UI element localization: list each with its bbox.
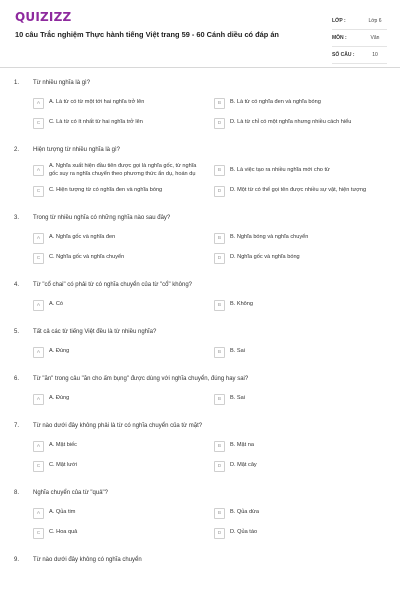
question-line (0, 553, 400, 571)
option-text: B. Sai (230, 348, 245, 355)
question-item (0, 372, 400, 406)
answer-option[interactable] (33, 163, 214, 178)
option-text: D. Mặt cây (230, 462, 257, 469)
option-letter-box[interactable]: A (33, 233, 44, 244)
question-item (0, 325, 400, 359)
option-letter-box[interactable]: C (33, 186, 44, 197)
answer-option[interactable] (33, 298, 214, 312)
option-text: B. Nghĩa bóng và nghĩa chuyển (230, 234, 309, 241)
question-line (0, 486, 400, 504)
question-line (0, 325, 400, 343)
option-text: B. Sai (230, 395, 245, 402)
option-letter-box[interactable]: B (214, 300, 225, 311)
question-text: Trong từ nhiều nghĩa có những nghĩa nào sau đây? (33, 215, 171, 222)
answer-options (33, 506, 400, 540)
option-letter-box[interactable]: B (214, 441, 225, 452)
answer-option[interactable] (33, 439, 214, 453)
option-text: C. Là từ có ít nhất từ hai nghĩa trở lên (49, 119, 143, 126)
question-number: 1. (14, 80, 20, 86)
answer-option[interactable] (214, 459, 395, 473)
option-letter-box[interactable]: B (214, 508, 225, 519)
answer-options (33, 345, 400, 359)
meta-label: LỚP : (332, 18, 346, 24)
option-text: A. Qủa tim (49, 509, 76, 516)
option-text: A. Có (49, 301, 63, 308)
option-letter-box[interactable]: B (214, 165, 225, 176)
meta-row-grade (332, 13, 387, 30)
question-number: 7. (14, 423, 20, 430)
answer-option[interactable] (33, 116, 214, 130)
option-text: A. Nghĩa xuất hiện đầu tiên được gọi là nghĩa gốc, từ nghĩa gốc suy ra nghĩa chuyển theo phương thức ẩn dụ, hoán dụ (49, 163, 197, 177)
answer-option[interactable] (214, 506, 395, 520)
option-text: B. Mặt na (230, 442, 254, 449)
answer-option[interactable] (214, 526, 395, 540)
option-letter-box[interactable]: A (33, 165, 44, 176)
answer-options (33, 439, 400, 473)
answer-option[interactable] (214, 251, 395, 265)
question-number: 9. (14, 557, 20, 564)
answer-option[interactable] (214, 345, 395, 359)
meta-value: Văn (370, 35, 380, 41)
answer-option[interactable] (33, 526, 214, 540)
meta-value: 10 (372, 52, 378, 58)
option-letter-box[interactable]: A (33, 441, 44, 452)
option-letter-box[interactable]: C (33, 461, 44, 472)
question-line (0, 278, 400, 296)
option-text: B. Qủa dừa (230, 509, 259, 516)
option-letter-box[interactable]: D (214, 253, 225, 264)
option-text: B. Là việc tạo ra nhiều nghĩa mới cho từ (230, 166, 330, 173)
question-item (0, 419, 400, 473)
question-line (0, 419, 400, 437)
question-line (0, 143, 400, 161)
meta-row-subject (332, 30, 387, 47)
option-letter-box[interactable]: D (214, 461, 225, 472)
option-letter-box[interactable]: A (33, 347, 44, 358)
question-item (0, 143, 400, 198)
answer-option[interactable] (214, 392, 395, 406)
answer-option[interactable] (214, 184, 395, 198)
option-text: D. Nghĩa gốc và nghĩa bóng (230, 254, 300, 261)
question-text: Từ nhiều nghĩa là gì? (33, 80, 91, 86)
answer-options (33, 392, 400, 406)
question-text: Từ "ăn" trong câu "ăn cho ấm bụng" được dùng với nghĩa chuyển, đúng hay sai? (33, 376, 249, 383)
answer-option[interactable] (33, 184, 214, 198)
option-letter-box[interactable]: B (214, 233, 225, 244)
question-number: 6. (14, 376, 20, 383)
question-number: 4. (14, 282, 20, 289)
question-line (0, 76, 400, 94)
question-line (0, 372, 400, 390)
answer-options (33, 163, 400, 198)
option-letter-box[interactable]: D (214, 186, 225, 197)
answer-option[interactable] (33, 345, 214, 359)
answer-option[interactable] (33, 231, 214, 245)
question-list (0, 76, 400, 584)
answer-option[interactable] (214, 96, 395, 110)
option-letter-box[interactable]: B (214, 347, 225, 358)
answer-option[interactable] (214, 231, 395, 245)
option-letter-box[interactable]: C (33, 253, 44, 264)
meta-row-count (332, 47, 387, 64)
option-text: A. Mặt biếc (49, 442, 77, 449)
option-letter-box[interactable]: B (214, 98, 225, 109)
answer-option[interactable] (214, 163, 395, 178)
option-text: D. Là từ chỉ có một nghĩa nhưng nhiều cách hiểu (230, 119, 352, 126)
option-text: A. Đúng (49, 395, 70, 402)
option-text: B. Không (230, 301, 254, 308)
question-number: 8. (14, 490, 20, 497)
question-number: 3. (14, 215, 20, 222)
option-text: A. Nghĩa gốc và nghĩa đen (49, 234, 116, 241)
question-item (0, 553, 400, 571)
answer-options (33, 96, 400, 130)
option-text: C. Hoa quả (49, 529, 78, 536)
question-text: Tất cả các từ tiếng Việt đều là từ nhiều nghĩa? (33, 329, 157, 336)
option-text: C. Mặt lưới (49, 462, 77, 469)
option-letter-box[interactable]: A (33, 508, 44, 519)
meta-label: MÔN : (332, 35, 347, 41)
option-text: A. Là từ có từ một tới hai nghĩa trở lên (49, 99, 145, 106)
option-letter-box[interactable]: D (214, 118, 225, 129)
answer-option[interactable] (214, 116, 395, 130)
option-letter-box[interactable]: A (33, 300, 44, 311)
answer-option[interactable] (33, 392, 214, 406)
answer-option[interactable] (214, 439, 395, 453)
meta-value: Lớp 6 (368, 18, 382, 24)
answer-options (33, 231, 400, 265)
question-item (0, 76, 400, 130)
question-text: Từ "cổ chai" có phải từ có nghĩa chuyển của từ "cổ" không? (33, 282, 192, 289)
answer-option[interactable] (33, 459, 214, 473)
option-letter-box[interactable]: C (33, 528, 44, 539)
option-text: D. Một từ có thể gọi tên được nhiều sự vật, hiện tượng (230, 187, 367, 194)
option-letter-box[interactable]: A (33, 394, 44, 405)
question-number: 2. (14, 147, 20, 153)
option-text: B. Là từ có nghĩa đen và nghĩa bóng (230, 99, 321, 106)
question-item (0, 211, 400, 265)
answer-option[interactable] (33, 251, 214, 265)
answer-options (33, 298, 400, 312)
question-item (0, 278, 400, 312)
option-text: D. Qủa táo (230, 529, 258, 536)
question-item (0, 486, 400, 540)
meta-label: SỐ CÂU : (332, 52, 355, 58)
option-text: C. Nghĩa gốc và nghĩa chuyển (49, 254, 125, 261)
question-number: 5. (14, 329, 20, 336)
option-letter-box[interactable]: C (33, 118, 44, 129)
question-line (0, 211, 400, 229)
answer-option[interactable] (214, 298, 395, 312)
option-letter-box[interactable]: A (33, 98, 44, 109)
worksheet-title: 10 câu Trắc nghiệm Thực hành tiếng Việt trang 59 - 60 Cánh diều có đáp án (15, 30, 279, 39)
quizizz-logo[interactable]: QUIZIZZ (15, 10, 72, 24)
option-text: A. Đúng (49, 348, 70, 355)
header-divider (0, 67, 400, 68)
answer-option[interactable] (33, 506, 214, 520)
question-text: Hiện tượng từ nhiều nghĩa là gì? (33, 147, 121, 153)
worksheet-header (0, 0, 400, 70)
question-text: Từ nào dưới đây không phải là từ có nghĩa chuyển của từ mặt? (33, 423, 203, 430)
option-letter-box[interactable]: B (214, 394, 225, 405)
option-text: C. Hiện tượng từ có nghĩa đen và nghĩa bóng (49, 187, 163, 194)
question-text: Từ nào dưới đây không có nghĩa chuyển (33, 557, 142, 564)
option-letter-box[interactable]: D (214, 528, 225, 539)
question-text: Nghĩa chuyển của từ "quả"? (33, 490, 108, 497)
answer-option[interactable] (33, 96, 214, 110)
worksheet-meta (332, 13, 387, 64)
